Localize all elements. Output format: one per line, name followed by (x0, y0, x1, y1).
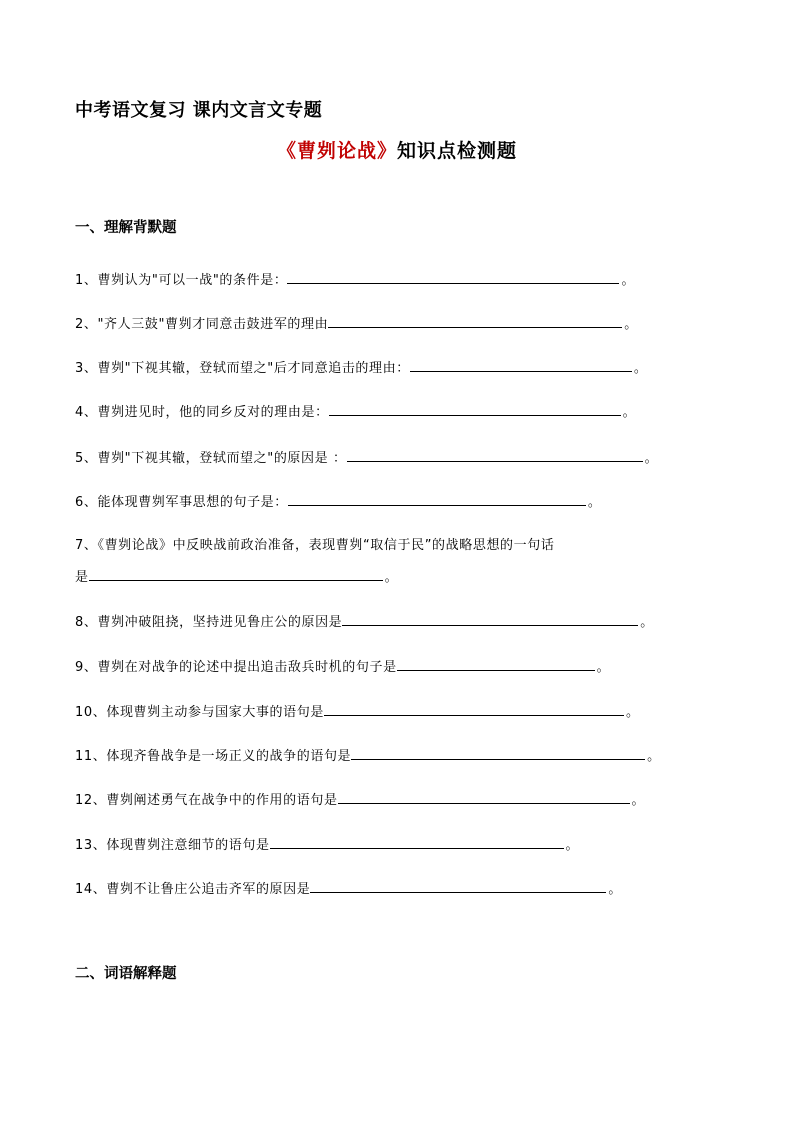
question-prompt: 5、曹刿"下视其辙，登轼而望之"的原因是 ： (75, 451, 347, 466)
question-end: 。 (631, 793, 646, 808)
question-prompt: 2、"齐人三鼓"曹刿才同意击鼓进军的理由 (75, 317, 329, 332)
title-red-part: 《曹刿论战》 (276, 140, 397, 162)
answer-blank[interactable] (351, 746, 645, 760)
answer-blank[interactable] (338, 790, 630, 804)
question-prompt: 7、《曹刿论战》中反映战前政治准备，表现曹刿“取信于民”的战略思想的一句话 (75, 538, 555, 553)
question-4 (75, 402, 636, 422)
section-heading-1: 一、理解背默题 (75, 220, 177, 236)
question-end: 。 (608, 882, 622, 897)
section-heading-2: 二、词语解释题 (75, 966, 177, 982)
answer-blank[interactable] (410, 358, 632, 372)
question-10 (75, 702, 640, 722)
question-prompt: 6、能体现曹刿军事思想的句子是： (75, 495, 288, 510)
answer-blank[interactable] (89, 567, 383, 581)
answer-blank[interactable] (328, 314, 622, 328)
question-prompt: 9、曹刿在对战争的论述中提出追击敌兵时机的句子是 (75, 660, 397, 675)
question-prompt: 8、曹刿冲破阻挠，坚持进见鲁庄公的原因是 (75, 615, 343, 630)
question-12 (75, 790, 645, 810)
question-6 (75, 492, 601, 512)
question-3 (75, 358, 647, 378)
question-end: 。 (633, 361, 648, 376)
answer-blank[interactable] (329, 402, 621, 416)
answer-blank[interactable] (270, 835, 564, 849)
answer-blank[interactable] (288, 492, 586, 506)
question-prompt-cont: 是 (75, 570, 89, 585)
question-prompt: 12、曹刿阐述勇气在战争中的作用的语句是 (75, 793, 338, 808)
question-prompt: 1、曹刿认为"可以一战"的条件是： (75, 273, 288, 288)
question-2 (75, 314, 638, 334)
question-14 (75, 879, 622, 899)
question-1 (75, 270, 635, 290)
question-9 (75, 657, 610, 677)
question-end: 。 (622, 405, 637, 420)
question-end: 。 (596, 660, 611, 675)
question-end: 。 (625, 705, 640, 720)
question-prompt: 13、体现曹刿注意细节的语句是 (75, 838, 270, 853)
question-11 (75, 746, 661, 766)
question-end: 。 (647, 749, 661, 764)
question-13 (75, 835, 579, 855)
answer-blank[interactable] (287, 270, 619, 284)
question-end: 。 (587, 495, 602, 510)
question-end: 。 (565, 838, 580, 853)
top-heading: 中考语文复习 课内文言文专题 (75, 100, 323, 121)
question-end: 。 (621, 273, 636, 288)
question-prompt: 3、曹刿"下视其辙，登轼而望之"后才同意追击的理由： (75, 361, 410, 376)
question-5 (75, 448, 658, 468)
question-end: 。 (624, 317, 638, 332)
question-prompt: 10、体现曹刿主动参与国家大事的语句是 (75, 705, 324, 720)
worksheet-title (0, 136, 794, 163)
question-prompt: 11、体现齐鲁战争是一场正义的战争的语句是 (75, 749, 352, 764)
question-end: 。 (644, 451, 659, 466)
answer-blank[interactable] (347, 448, 643, 462)
question-8 (75, 612, 654, 632)
title-black-part: 知识点检测题 (397, 140, 518, 162)
question-end: 。 (384, 570, 399, 585)
answer-blank[interactable] (342, 612, 638, 626)
question-7 (75, 537, 554, 555)
question-7-continued (75, 567, 398, 587)
question-prompt: 14、曹刿不让鲁庄公追击齐军的原因是 (75, 882, 311, 897)
answer-blank[interactable] (397, 657, 595, 671)
answer-blank[interactable] (310, 879, 606, 893)
question-end: 。 (640, 615, 654, 630)
answer-blank[interactable] (324, 702, 624, 716)
question-prompt: 4、曹刿进见时，他的同乡反对的理由是： (75, 405, 329, 420)
